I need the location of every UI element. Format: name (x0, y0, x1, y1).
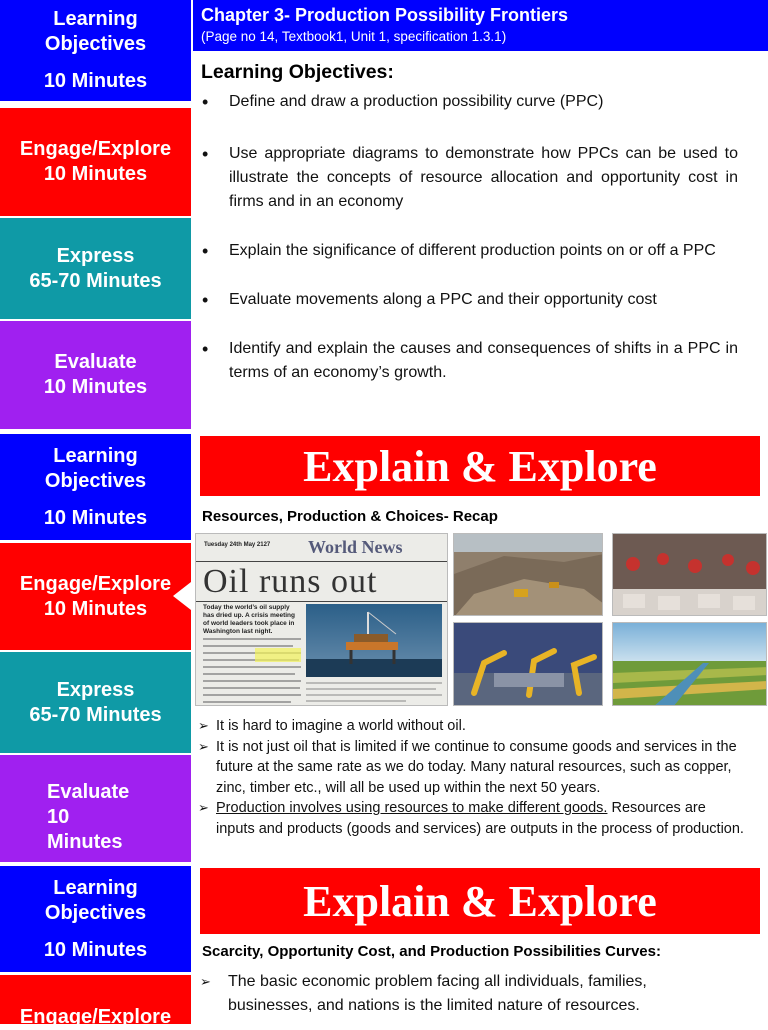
sidebar-label: Evaluate (54, 351, 137, 373)
sidebar-label: Learning (53, 876, 138, 899)
scarcity-heading: Scarcity, Opportunity Cost, and Production Possibilities Curves: (202, 943, 661, 960)
explain-explore-banner: Explain & Explore (200, 868, 760, 934)
objective-item: • Define and draw a production possibility curve (PPC) (200, 90, 738, 114)
newspaper-caption-lines (306, 680, 442, 704)
objective-item: • Use appropriate diagrams to demonstrate how PPCs can be used to illustrate the concepts of resource allocation and opportunity cost in firms and in an economy (200, 142, 738, 214)
sidebar-evaluate[interactable] (0, 321, 191, 429)
objective-item: • Explain the significance of different production points on or off a PPC (200, 239, 738, 263)
bullet-item (198, 798, 746, 839)
active-pointer-icon (173, 582, 191, 610)
bullet-item: ➢ The basic economic problem facing all individuals, families, businesses, and nations is the limited nature of resources. (200, 970, 730, 1018)
chapter-header (193, 0, 768, 51)
bullet-item: ➢ It is not just oil that is limited if we continue to consume goods and services in the future at the same rate as we do today. Many natural resources, such as copper, zinc, timber etc., will all be used up within the next 50 years. (198, 737, 746, 799)
sidebar-duration: 10 Minutes (43, 376, 148, 398)
objectives-list (200, 88, 738, 385)
sidebar-express[interactable] (0, 652, 191, 753)
robot-assembly-photo (453, 622, 603, 706)
newspaper-date: Tuesday 24th May 2127 (204, 542, 271, 548)
newspaper-masthead: World News (308, 537, 403, 557)
objective-item: • Identify and explain the causes and consequences of shifts in a PPC in terms of an economy’s growth. (200, 337, 738, 385)
sidebar-engage-explore-active[interactable] (0, 543, 191, 650)
sidebar-label: Express (56, 244, 135, 267)
underlined-text: Production involves using resources to make different goods. (216, 800, 608, 816)
factory-workers-photo (612, 533, 767, 616)
sidebar-label: Learning (53, 8, 138, 30)
bullet-item: ➢ It is hard to imagine a world without oil. (198, 716, 746, 737)
sidebar-label: Evaluate (47, 780, 130, 803)
newspaper-image (195, 533, 448, 706)
sidebar-engage-explore[interactable] (0, 108, 191, 216)
recap-bullets (198, 716, 746, 839)
sidebar-duration: 10 (47, 805, 70, 828)
sidebar-label: Objectives (44, 33, 147, 55)
sidebar-duration: 10 Minutes (43, 597, 148, 620)
bullet-text: Resources are inputs and products (goods and services) are outputs in the process of production. (216, 800, 744, 837)
sidebar-label: Objectives (44, 901, 147, 924)
sidebar-learning-objectives[interactable] (0, 0, 191, 101)
sidebar-label: Engage/Explore (19, 1006, 172, 1028)
farmland-photo (612, 622, 767, 706)
recap-heading: Resources, Production & Choices- Recap (202, 508, 498, 525)
sidebar-duration: 10 Minutes (43, 506, 148, 529)
sidebar-learning-objectives[interactable] (0, 866, 191, 972)
sidebar-duration: 10 Minutes (43, 163, 148, 185)
sidebar-duration: 65-70 Minutes (29, 703, 162, 726)
sidebar-evaluate[interactable] (0, 755, 191, 863)
mining-photo (453, 533, 603, 616)
sidebar-duration: 10 Minutes (43, 70, 148, 92)
sidebar-label: Learning (53, 444, 138, 467)
oil-rig-photo (306, 604, 442, 677)
sidebar-learning-objectives[interactable] (0, 434, 191, 540)
newspaper-lead: Today the world’s oil supply has dried up. A crisis meeting of world leaders took place in Washington last night. (203, 604, 295, 635)
objectives-heading: Learning Objectives: (201, 61, 394, 83)
sidebar-duration: Minutes (47, 830, 123, 853)
scarcity-bullets (200, 970, 730, 1018)
sidebar-express[interactable] (0, 218, 191, 319)
sidebar-label: Express (56, 678, 135, 701)
sidebar-label: Engage/Explore (19, 138, 172, 160)
newspaper-headline: Oil runs out (203, 563, 378, 600)
objective-item: • Evaluate movements along a PPC and their opportunity cost (200, 288, 738, 312)
explain-explore-banner: Explain & Explore (200, 436, 760, 496)
sidebar-duration: 65-70 Minutes (29, 269, 162, 292)
slide-divider (0, 862, 768, 865)
sidebar-duration: 10 Minutes (43, 938, 148, 961)
slide-divider (0, 430, 768, 433)
chapter-subtitle: (Page no 14, Textbook1, Unit 1, specification 1.3.1) (201, 29, 507, 44)
sidebar-label: Objectives (44, 469, 147, 492)
chapter-title: Chapter 3- Production Possibility Frontiers (201, 5, 569, 25)
newspaper-text-lines (203, 636, 301, 704)
sidebar-engage-explore[interactable] (0, 975, 191, 1028)
sidebar-label: Engage/Explore (19, 572, 172, 595)
